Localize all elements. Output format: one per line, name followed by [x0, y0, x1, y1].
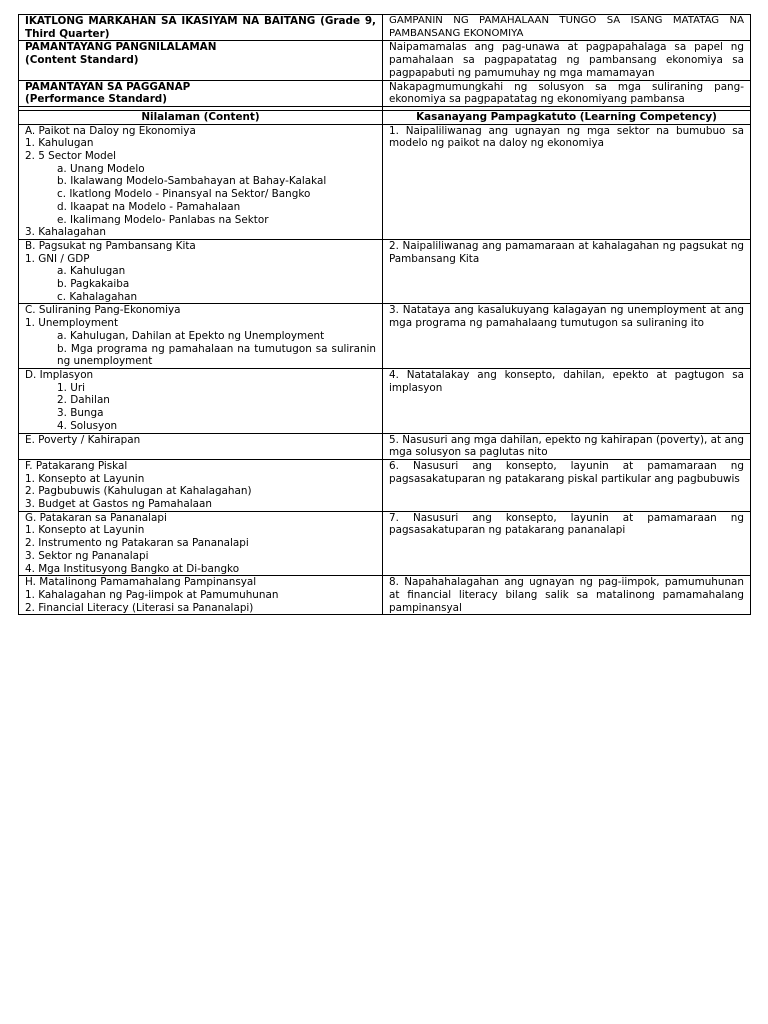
performance-standard-value: Nakapagmumungkahi ng solusyon sa mga suliraning pang-ekonomiya sa pagpapatatag ng ekonomiyang pambansa [383, 80, 751, 106]
content-item: G. Patakaran sa Pananalapi [25, 511, 167, 524]
quarter-value: GAMPANIN NG PAMAHALAAN TUNGO SA ISANG MATATAG NA PAMBANSANG EKONOMIYA [383, 15, 751, 41]
content-item: 2. Pagbubuwis (Kahulugan at Kahalagahan) [25, 485, 252, 498]
table-row [19, 304, 751, 369]
content-item: 1. GNI / GDP [25, 252, 90, 265]
content-subitem: e. Ikalimang Modelo- Panlabas na Sektor [57, 213, 269, 226]
performance-standard-sublabel: (Performance Standard) [25, 93, 167, 106]
content-cell [19, 459, 383, 511]
competency-cell: 6. Nasusuri ang konsepto, layunin at pamamaraan ng pagsasakatuparan ng patakarang piskal partikular ang pagbubuwis [383, 459, 751, 511]
content-item: 4. Mga Institusyong Bangko at Di-bangko [25, 562, 240, 575]
table-row [19, 511, 751, 576]
content-subitem: d. Ikaapat na Modelo - Pamahalaan [57, 200, 241, 213]
content-cell [19, 433, 383, 459]
content-subitem: c. Ikatlong Modelo - Pinansyal na Sektor/ Bangko [57, 188, 311, 201]
content-subitem: b. Mga programa ng pamahalaan na tumutugon sa suliranin ng unemployment [57, 342, 376, 368]
content-cell [19, 239, 383, 304]
content-item: 3. Sektor ng Pananalapi [25, 549, 149, 562]
competency-cell: 5. Nasusuri ang mga dahilan, epekto ng kahirapan (poverty), at ang mga solusyon sa paglutas nito [383, 433, 751, 459]
content-cell [19, 124, 383, 239]
content-cell [19, 368, 383, 433]
content-item: A. Paikot na Daloy ng Ekonomiya [25, 124, 196, 137]
content-subitem: 2. Dahilan [57, 394, 110, 407]
competency-cell: 4. Natatalakay ang konsepto, dahilan, epekto at pagtugon sa implasyon [383, 368, 751, 433]
table-row [19, 433, 751, 459]
content-item: 2. 5 Sector Model [25, 150, 117, 163]
curriculum-table [18, 14, 751, 615]
content-standard-label: PAMANTAYANG PANGNILALAMAN [25, 41, 217, 54]
content-standard-sublabel: (Content Standard) [25, 54, 139, 67]
table-row [19, 576, 751, 615]
content-item: 1. Unemployment [25, 317, 119, 330]
header-block [19, 15, 751, 125]
content-item: B. Pagsukat ng Pambansang Kita [25, 239, 196, 252]
competency-cell: 7. Nasusuri ang konsepto, layunin at pamamaraan ng pagsasakatuparan ng patakarang pananalapi [383, 511, 751, 576]
content-standard-row [19, 41, 751, 80]
competency-cell: 8. Napahahalagahan ang ugnayan ng pag-iimpok, pamumuhunan at financial literacy bilang salik sa matalinong pamamahalang pampinansyal [383, 576, 751, 615]
performance-standard-row [19, 80, 751, 106]
table-row [19, 239, 751, 304]
content-item: 2. Financial Literacy (Literasi sa Pananalapi) [25, 601, 254, 614]
content-subitem: a. Kahulugan, Dahilan at Epekto ng Unemployment [57, 329, 325, 342]
content-cell [19, 304, 383, 369]
content-item: 1. Konsepto at Layunin [25, 472, 145, 485]
competency-cell: 1. Naipaliliwanag ang ugnayan ng mga sektor na bumubuo sa modelo ng paikot na daloy ng ekonomiya [383, 124, 751, 239]
table-row [19, 459, 751, 511]
content-item: 2. Instrumento ng Patakaran sa Pananalapi [25, 537, 249, 550]
content-item: E. Poverty / Kahirapan [25, 433, 141, 446]
content-subitem: a. Kahulugan [57, 265, 126, 278]
content-item: H. Matalinong Pamamahalang Pampinansyal [25, 576, 257, 589]
column-header-content: Nilalaman (Content) [19, 110, 383, 124]
content-cell [19, 576, 383, 615]
competency-cell: 3. Natataya ang kasalukuyang kalagayan ng unemployment at ang mga programa ng pamahalaang tumutugon sa suliraning ito [383, 304, 751, 369]
content-subitem: 3. Bunga [57, 407, 104, 420]
content-item: 3. Budget at Gastos ng Pamahalaan [25, 498, 212, 511]
content-subitem: 1. Uri [57, 381, 85, 394]
column-header-competency: Kasanayang Pampagkatuto (Learning Competency) [383, 110, 751, 124]
content-standard-value: Naipamamalas ang pag-unawa at pagpapahalaga sa papel ng pamahalaan sa pagpapatatag ng pambansang ekonomiya sa pagpapabuti ng pamumuhay ng mga mamamayan [383, 41, 751, 80]
performance-standard-label-cell [19, 80, 383, 106]
quarter-title: IKATLONG MARKAHAN SA IKASIYAM NA BAITANG (Grade 9, Third Quarter) [19, 15, 383, 41]
content-subitem: b. Pagkakaiba [57, 278, 130, 291]
content-item: 1. Konsepto at Layunin [25, 524, 145, 537]
content-item: 1. Kahulugan [25, 137, 94, 150]
content-standard-label-cell [19, 41, 383, 80]
content-item: F. Patakarang Piskal [25, 459, 128, 472]
table-row [19, 124, 751, 239]
content-cell [19, 511, 383, 576]
content-item: 1. Kahalagahan ng Pag-iimpok at Pamumuhunan [25, 588, 279, 601]
content-item: D. Implasyon [25, 368, 94, 381]
competency-cell: 2. Naipaliliwanag ang pamamaraan at kahalagahan ng pagsukat ng Pambansang Kita [383, 239, 751, 304]
column-header-row [19, 110, 751, 124]
table-row [19, 368, 751, 433]
content-subitem: c. Kahalagahan [57, 290, 138, 303]
content-subitem: a. Unang Modelo [57, 162, 145, 175]
content-subitem: 4. Solusyon [57, 419, 118, 432]
content-item: 3. Kahalagahan [25, 226, 106, 239]
content-item: C. Suliraning Pang-Ekonomiya [25, 304, 181, 317]
competency-rows [19, 124, 751, 615]
content-subitem: b. Ikalawang Modelo-Sambahayan at Bahay-Kalakal [57, 175, 327, 188]
quarter-row [19, 15, 751, 41]
performance-standard-label: PAMANTAYAN SA PAGGANAP [25, 80, 191, 93]
